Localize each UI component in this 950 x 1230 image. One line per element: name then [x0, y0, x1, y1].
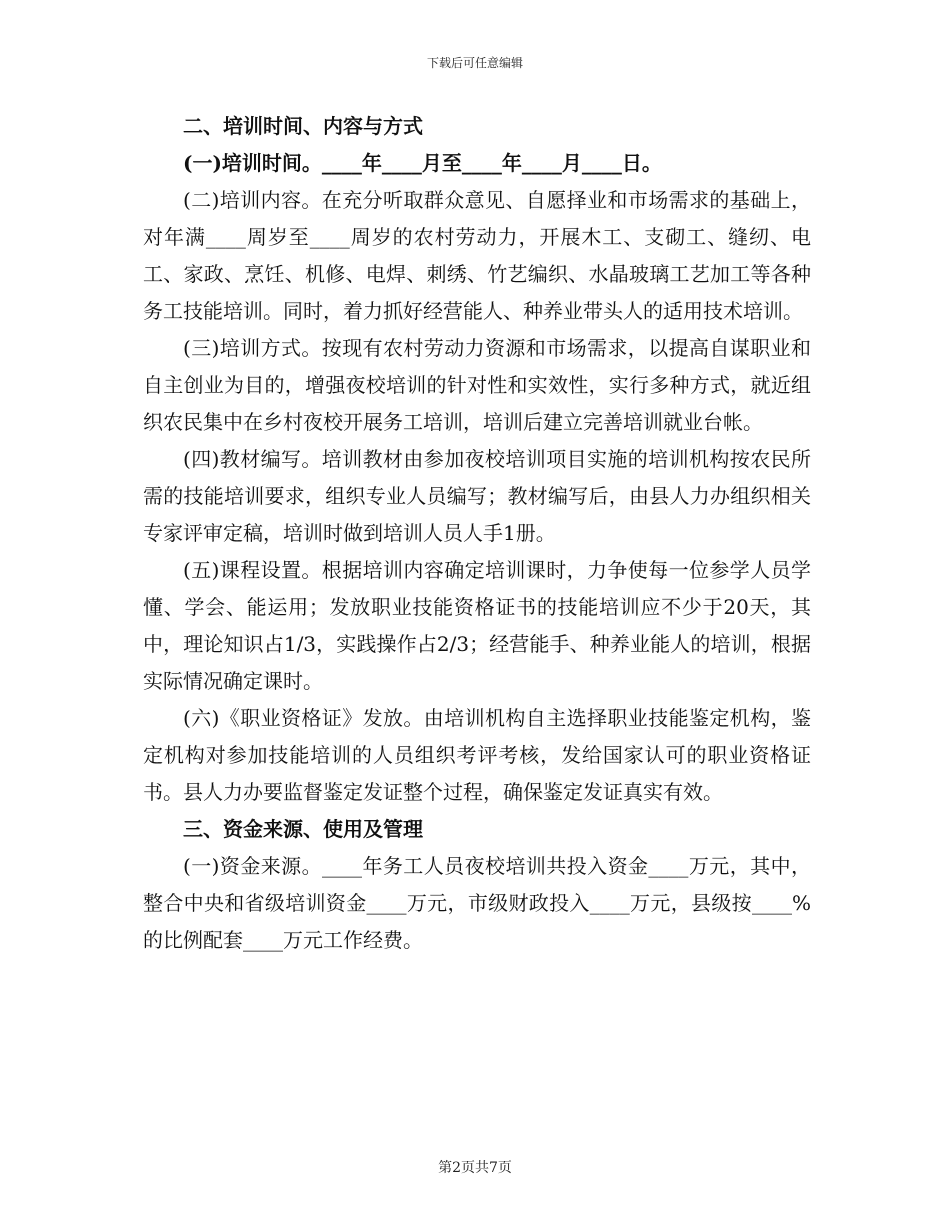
- paragraph-certificate: (六)《职业资格证》发放。由培训机构自主选择职业技能鉴定机构，鉴定机构对参加技能培训的人员组织考评考核，发给国家认可的职业资格证书。县人力办要监督鉴定发证整个过程，确保鉴定发证真实有效。: [143, 706, 811, 804]
- paragraph-materials: (四)教材编写。培训教材由参加夜校培训项目实施的培训机构按农民所需的技能培训要求，组织专业人员编写；教材编写后，由县人力办组织相关专家评审定稿，培训时做到培训人员人手1册。: [143, 447, 811, 545]
- paragraph-training-content: (二)培训内容。在充分听取群众意见、自愿择业和市场需求的基础上，对年满____周岁至____周岁的农村劳动力，开展木工、支砌工、缝纫、电工、家政、烹饪、机修、电焊、刺绣、竹艺编织、水晶玻璃工艺加工等各种务工技能培训。同时，着力抓好经营能人、种养业带头人的适用技术培训。: [143, 188, 811, 323]
- section-heading-training: 二、培训时间、内容与方式: [183, 114, 423, 138]
- section-heading-funds: 三、资金来源、使用及管理: [183, 817, 423, 841]
- training-time-line: (一)培训时间。____年____月至____年____月____日。: [183, 151, 662, 175]
- paragraph-courses: (五)课程设置。根据培训内容确定培训课时，力争使每一位参学人员学懂、学会、能运用；发放职业技能资格证书的技能培训应不少于20天，其中，理论知识占1/3，实践操作占2/3；经营能手、种养业能人的培训，根据实际情况确定课时。: [143, 558, 811, 693]
- paragraph-training-method: (三)培训方式。按现有农村劳动力资源和市场需求，以提高自谋职业和自主创业为目的，增强夜校培训的针对性和实效性，实行多种方式，就近组织农民集中在乡村夜校开展务工培训，培训后建立完善培训就业台帐。: [143, 336, 811, 434]
- page-header-note: 下载后可任意编辑: [426, 56, 523, 70]
- paragraph-fund-source: (一)资金来源。____年务工人员夜校培训共投入资金____万元，其中，整合中央和省级培训资金____万元，市级财政投入____万元，县级按____%的比例配套____万元工作经费。: [143, 854, 811, 952]
- document-body: [143, 108, 811, 959]
- page-number: 第2页共7页: [438, 1160, 512, 1176]
